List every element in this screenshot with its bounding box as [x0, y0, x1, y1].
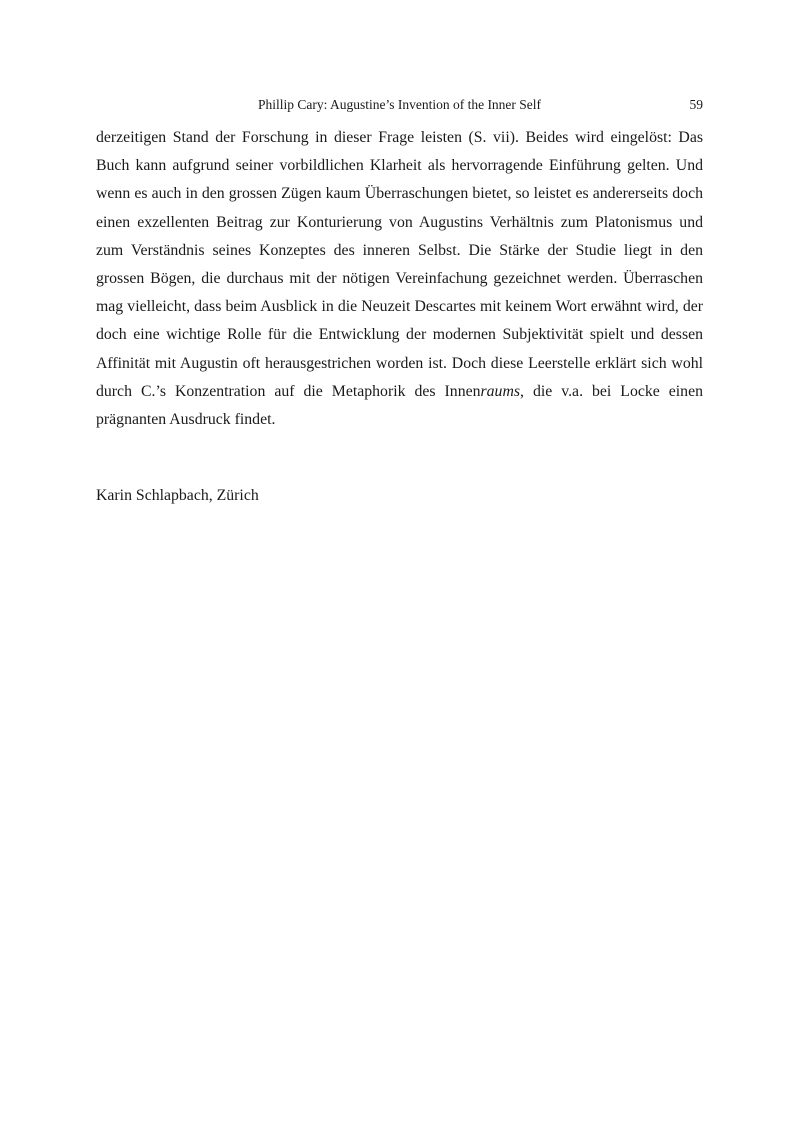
page-number: 59 [689, 97, 703, 112]
author-signature: Karin Schlapbach, Zürich [96, 487, 259, 504]
running-title: Phillip Cary: Augustine’s Invention of the Inner Self [257, 97, 542, 112]
body-italic-word: raums [480, 382, 520, 400]
body-text-part-2: , die v.a. bei Locke einen prägnanten Ausdruck findet. [96, 382, 703, 429]
body-text-part-1: derzeitigen Stand der Forschung in dieser Frage leisten (S. vii). Beides wird eingelöst: Das Buch kann aufgrund seiner vorbildlichen Klarheit als hervorragende Einführung gelten. Und wenn es auch in den grossen Zügen kaum Überraschungen bietet, so leistet es andererseits doch einen exzellenten Beitrag zur Konturierung von Augustins Verhältnis zum Platonismus und zum Verständnis seines Konzeptes des inneren Selbst. Die Stärke der Studie liegt in den grossen Bögen, die durchaus mit der nötigen Vereinfachung gezeichnet werden. Überraschen mag vielleicht, dass beim Ausblick in die Neuzeit Descartes mit keinem Wort erwähnt wird, der doch eine wichtige Rolle für die Entwicklung der modernen Subjektivität spielt und dessen Affinität mit Augustin oft herausgestrichen worden ist. Doch diese Leerstelle erklärt sich wohl durch C.’s Konzentration auf die Metaphorik des Innen [96, 129, 703, 400]
body-paragraph [96, 124, 703, 434]
running-header [96, 94, 703, 116]
